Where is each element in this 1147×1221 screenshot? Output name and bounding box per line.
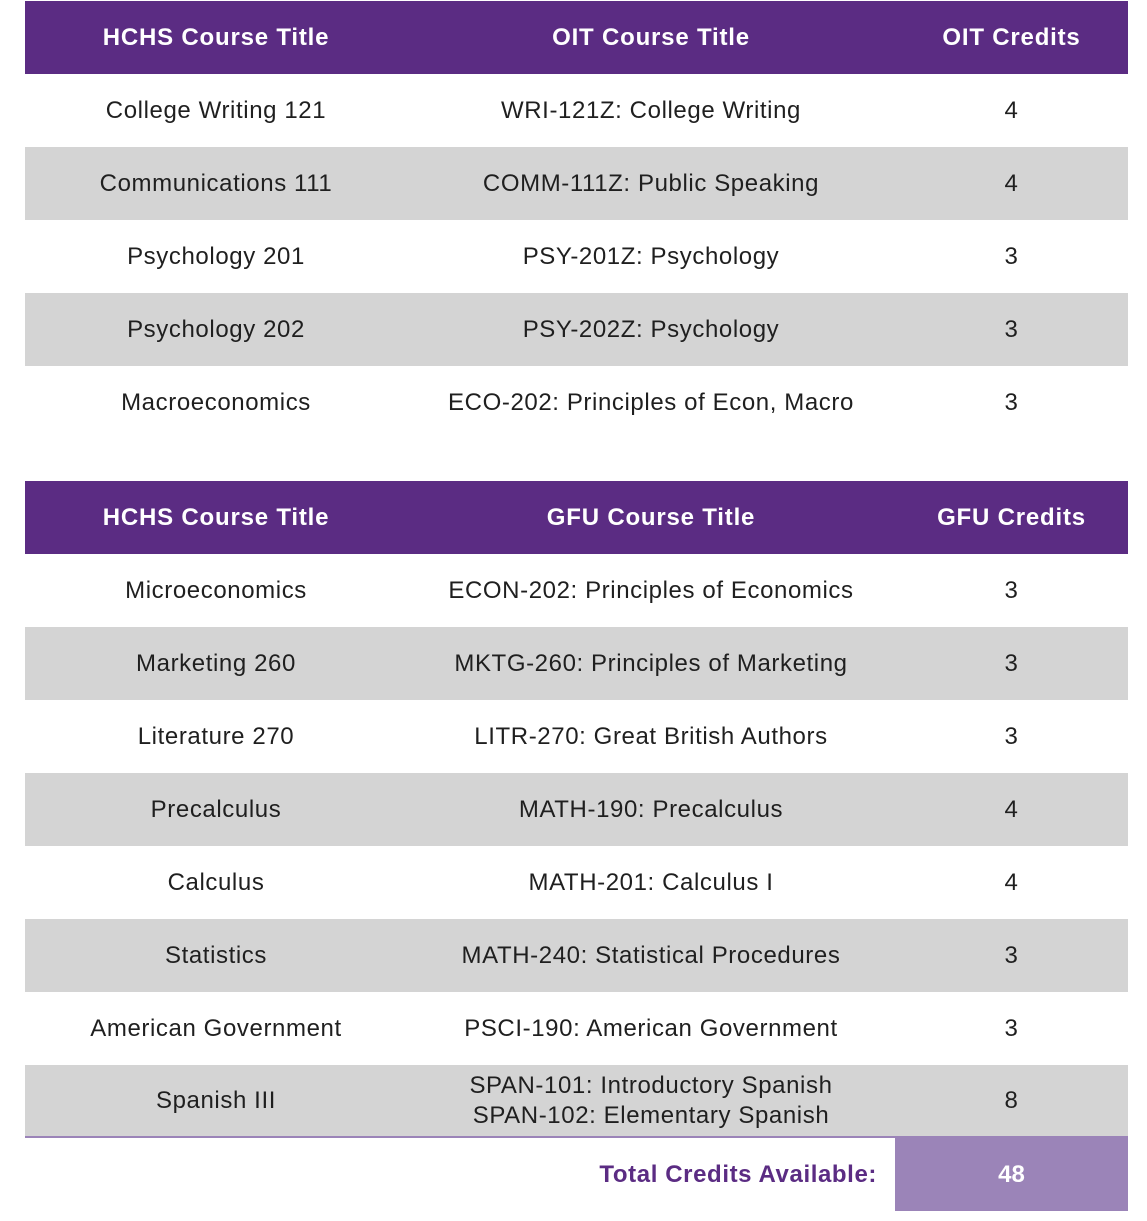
hchs-course: Psychology 202 — [127, 315, 305, 343]
hchs-course: Literature 270 — [137, 722, 295, 750]
gfu-table — [25, 481, 1128, 1137]
table-row — [25, 220, 1128, 293]
credits: 3 — [1004, 941, 1019, 969]
table-row — [25, 74, 1128, 147]
table-row — [25, 147, 1128, 220]
gfu-course: MATH-201: Calculus I — [528, 868, 774, 896]
column-header: HCHS Course Title — [102, 503, 330, 531]
credits: 3 — [1004, 1014, 1019, 1042]
gfu-course: MATH-190: Precalculus — [518, 795, 784, 823]
credits: 3 — [1004, 576, 1019, 604]
credits: 3 — [1004, 649, 1019, 677]
oit-course: ECO-202: Principles of Econ, Macro — [448, 388, 854, 416]
hchs-course: College Writing 121 — [105, 96, 327, 124]
column-header: OIT Credits — [942, 23, 1081, 51]
column-header: HCHS Course Title — [102, 23, 330, 51]
hchs-course: Marketing 260 — [136, 649, 296, 677]
table-row — [25, 919, 1128, 992]
gfu-course: MKTG-260: Principles of Marketing — [454, 649, 848, 677]
hchs-course: Spanish III — [155, 1087, 276, 1114]
credits: 3 — [1004, 242, 1019, 270]
oit-course: PSY-201Z: Psychology — [522, 242, 780, 270]
table-row — [25, 554, 1128, 627]
table-row — [25, 700, 1128, 773]
gfu-course-line: SPAN-101: Introductory Spanish — [469, 1072, 833, 1099]
hchs-course: Calculus — [167, 868, 265, 896]
hchs-course: American Government — [90, 1014, 342, 1042]
column-header: OIT Course Title — [552, 23, 750, 51]
gfu-course — [407, 1071, 895, 1131]
credits: 4 — [1004, 795, 1019, 823]
oit-table-header — [25, 1, 1128, 74]
gfu-table-header — [25, 481, 1128, 554]
hchs-course: Microeconomics — [125, 576, 307, 604]
table-row — [25, 293, 1128, 366]
gfu-course-line: SPAN-102: Elementary Spanish — [472, 1102, 830, 1129]
column-header: GFU Course Title — [546, 503, 756, 531]
oit-course: PSY-202Z: Psychology — [522, 315, 780, 343]
hchs-course: Statistics — [164, 941, 268, 969]
credits: 4 — [1004, 868, 1019, 896]
table-row — [25, 992, 1128, 1065]
credits: 3 — [1004, 722, 1019, 750]
credits: 4 — [1004, 169, 1019, 197]
credits: 3 — [1004, 315, 1019, 343]
table-row — [25, 846, 1128, 919]
oit-course: WRI-121Z: College Writing — [501, 96, 801, 124]
credits: 3 — [1004, 388, 1019, 416]
hchs-course: Communications 111 — [99, 169, 333, 197]
total-credits-value: 48 — [895, 1138, 1128, 1211]
hchs-course: Psychology 201 — [127, 242, 305, 270]
oit-course: COMM-111Z: Public Speaking — [482, 169, 820, 197]
total-row — [25, 1138, 1128, 1211]
table-row — [25, 627, 1128, 700]
hchs-course: Macroeconomics — [121, 388, 311, 416]
gfu-course: MATH-240: Statistical Procedures — [461, 941, 841, 969]
table-row — [25, 366, 1128, 439]
gfu-course: PSCI-190: American Government — [464, 1014, 838, 1042]
credits: 4 — [1004, 96, 1019, 124]
column-header: GFU Credits — [937, 503, 1086, 531]
gfu-course: LITR-270: Great British Authors — [474, 722, 828, 750]
hchs-course: Precalculus — [150, 795, 282, 823]
oit-table — [25, 1, 1128, 439]
credits: 8 — [1004, 1087, 1019, 1114]
total-credits-label: Total Credits Available: — [599, 1160, 877, 1188]
table-row — [25, 773, 1128, 846]
gfu-course: ECON-202: Principles of Economics — [448, 576, 854, 604]
table-row — [25, 1065, 1128, 1137]
